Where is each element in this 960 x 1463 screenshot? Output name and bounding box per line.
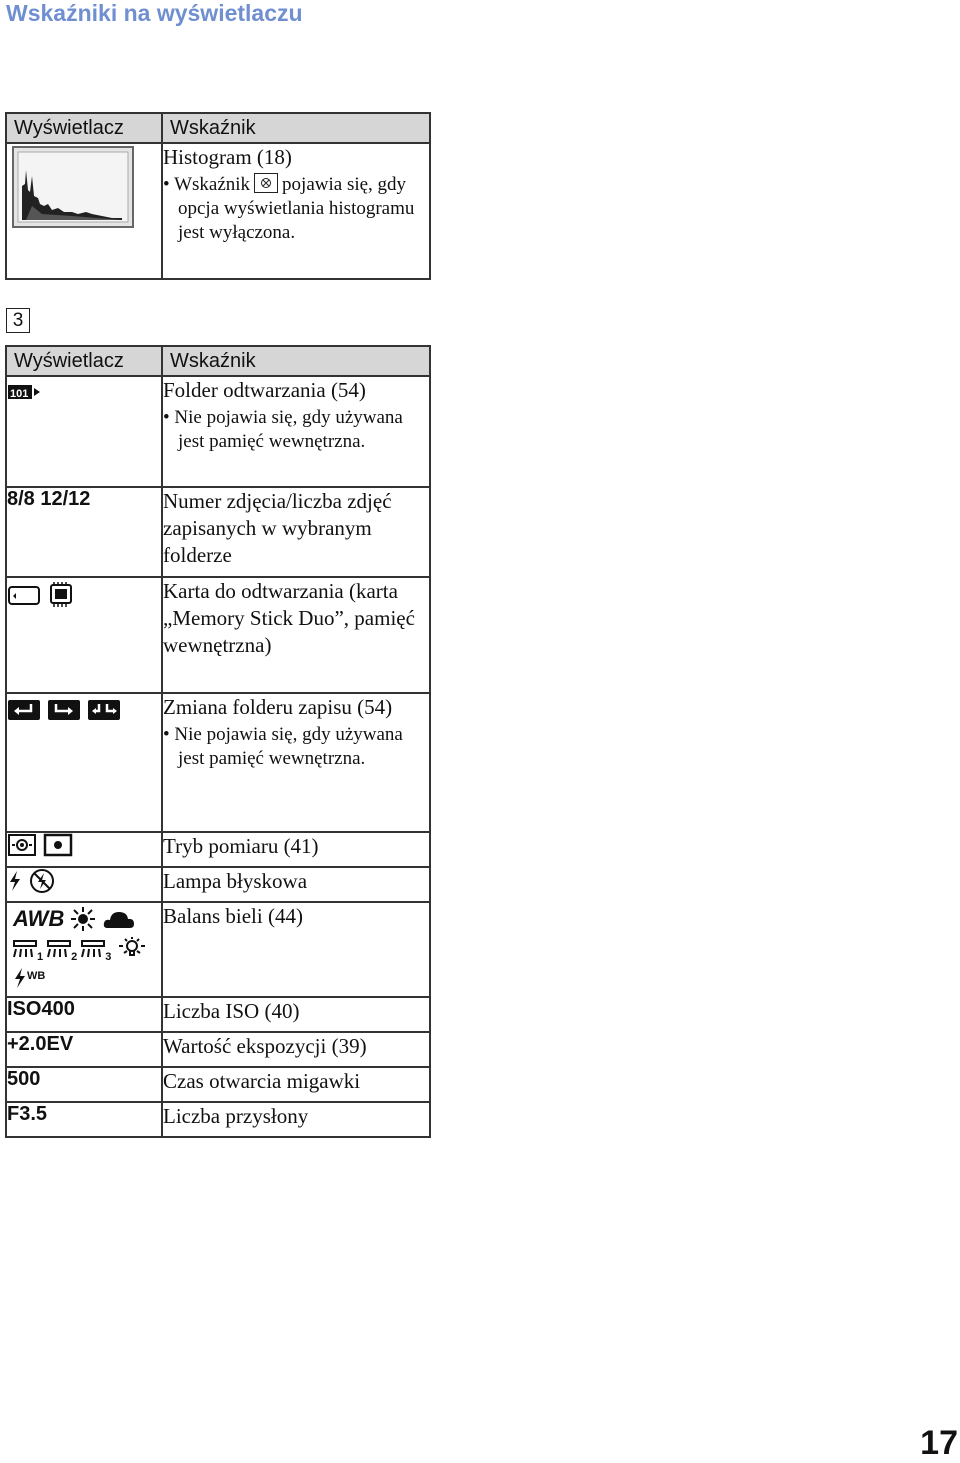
awb-label: AWB — [13, 906, 65, 931]
description-cell — [162, 376, 430, 487]
description-cell — [162, 1102, 430, 1137]
table-row — [6, 577, 430, 693]
table-row — [6, 1102, 430, 1137]
description-cell — [162, 902, 430, 997]
fluorescent-2-index: 2 — [71, 950, 78, 963]
indicator-name: Lampa błyskowa — [163, 869, 308, 893]
table-row — [6, 487, 430, 577]
display-cell — [6, 577, 162, 693]
flash-wb-icon — [13, 967, 27, 989]
display-cell — [6, 902, 162, 997]
indicator-name: Karta do odtwarzania (karta „Memory Stick Duo”, pamięć wewnętrzna) — [163, 579, 415, 657]
column-header-display: Wyświetlacz — [6, 113, 162, 143]
incandescent-icon — [117, 936, 147, 962]
display-cell — [6, 867, 162, 902]
flash-off-icon — [29, 868, 55, 894]
memory-stick-icon — [7, 583, 41, 607]
description-cell — [162, 1067, 430, 1102]
table-row — [6, 902, 430, 997]
fluorescent-1-index: 1 — [37, 950, 44, 963]
table-row — [6, 832, 430, 867]
table-row — [6, 376, 430, 487]
display-cell: +2.0EV — [6, 1032, 162, 1067]
display-cell — [6, 143, 162, 279]
indicator-name: Liczba ISO (40) — [163, 999, 300, 1023]
bullet-note: • Nie pojawia się, gdy używana jest pamięć wewnętrzna. — [163, 723, 429, 771]
display-cell: F3.5 — [6, 1102, 162, 1137]
display-cell: 500 — [6, 1067, 162, 1102]
flash-on-icon — [7, 869, 23, 893]
fluorescent-1-icon — [13, 938, 37, 960]
internal-memory-icon — [47, 582, 75, 608]
fluorescent-3-icon — [81, 938, 105, 960]
description-cell — [162, 867, 430, 902]
column-header-indicator: Wskaźnik — [162, 346, 430, 376]
table-row — [6, 997, 430, 1032]
table-row — [6, 693, 430, 832]
indicator-name: Numer zdjęcia/liczba zdjęć zapisanych w wybranym folderze — [163, 489, 392, 567]
indicator-table-2 — [5, 345, 431, 1138]
fluorescent-2-icon — [47, 938, 71, 960]
display-cell — [6, 693, 162, 832]
display-cell — [6, 832, 162, 867]
flash-wb-label: WB — [27, 970, 46, 982]
display-cell: ISO400 — [6, 997, 162, 1032]
table-row — [6, 867, 430, 902]
description-cell — [162, 577, 430, 693]
bullet-note: • Nie pojawia się, gdy używana jest pamięć wewnętrzna. — [163, 406, 429, 454]
section-number: 3 — [6, 308, 30, 333]
indicator-name: Histogram (18) — [163, 145, 292, 169]
metering-multi-icon — [7, 833, 37, 857]
bullet-note: • Wskaźnik pojawia się, gdy opcja wyświetlania histogramu jest wyłączona. — [163, 173, 429, 245]
column-header-display: Wyświetlacz — [6, 346, 162, 376]
description-cell — [162, 1032, 430, 1067]
description-cell — [162, 693, 430, 832]
display-cell: 8/8 12/12 — [6, 487, 162, 577]
page-number: 17 — [920, 1424, 958, 1462]
description-cell — [162, 832, 430, 867]
cloudy-icon — [102, 907, 136, 931]
folder-change-back-icon — [7, 699, 41, 721]
display-cell — [6, 376, 162, 487]
page-title: Wskaźniki na wyświetlaczu — [6, 0, 303, 26]
table-row — [6, 143, 430, 279]
histogram-off-icon — [254, 173, 278, 193]
indicator-name: Czas otwarcia migawki — [163, 1069, 361, 1093]
indicator-name: Folder odtwarzania (54) — [163, 378, 366, 402]
column-header-indicator: Wskaźnik — [162, 113, 430, 143]
folder-change-both-icon — [87, 699, 121, 721]
metering-spot-icon — [43, 833, 73, 857]
indicator-name: Balans bieli (44) — [163, 904, 303, 928]
description-cell — [162, 487, 430, 577]
indicator-name: Zmiana folderu zapisu (54) — [163, 695, 393, 719]
indicator-name: Liczba przysłony — [163, 1104, 309, 1128]
svg-text:101: 101 — [10, 388, 29, 400]
description-cell — [162, 997, 430, 1032]
table-row — [6, 1032, 430, 1067]
folder-101-icon — [7, 383, 41, 401]
table-row — [6, 1067, 430, 1102]
daylight-icon — [70, 906, 96, 932]
folder-change-forward-icon — [47, 699, 81, 721]
description-cell — [162, 143, 430, 279]
indicator-name: Tryb pomiaru (41) — [163, 834, 319, 858]
indicator-table-1 — [5, 112, 431, 280]
histogram-image — [12, 146, 134, 228]
indicator-name: Wartość ekspozycji (39) — [163, 1034, 367, 1058]
fluorescent-3-index: 3 — [105, 950, 112, 963]
